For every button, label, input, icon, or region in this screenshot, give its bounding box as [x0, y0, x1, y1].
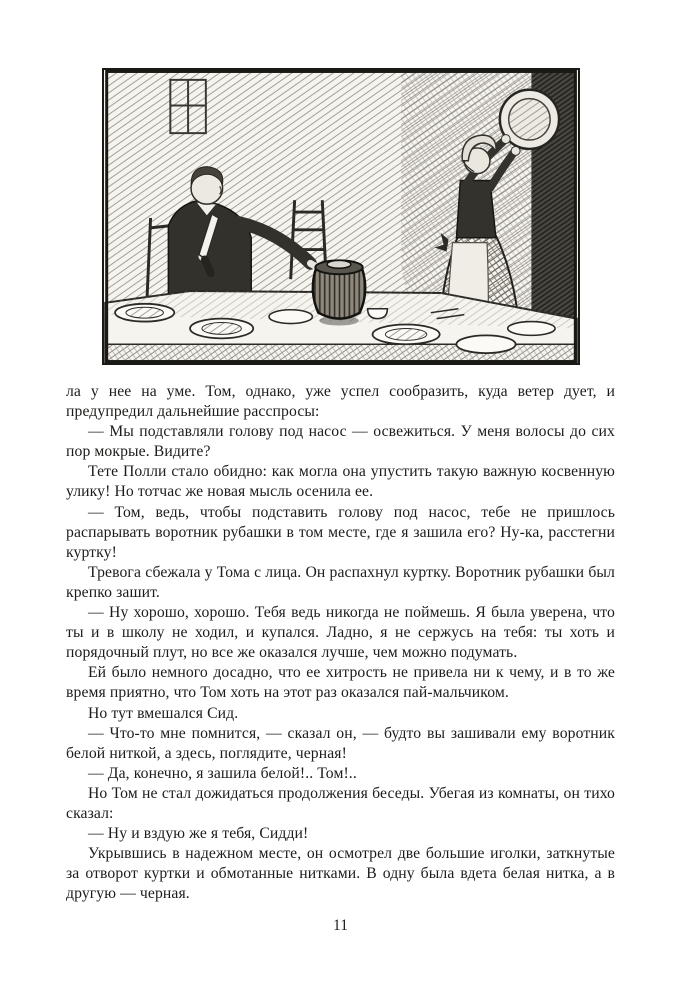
paragraph: Но тут вмешался Сид.: [88, 704, 239, 722]
paragraph: Но Том не стал дожидаться продолжения беседы. Убегая из комнаты, он тихо сказал:: [66, 784, 615, 822]
paragraph: — Ну и вздую же я тебя, Сидди!: [88, 825, 309, 843]
paragraph: Тревога сбежала у Тома с лица. Он распахнул куртку. Воротник рубашки был крепко зашит.: [66, 563, 615, 601]
paragraph: Ей было немного досадно, что ее хитрость не привела ни к чему, и в то же время приятно, что Том хоть на этот раз оказался пай-мальчиком.: [66, 664, 615, 702]
paragraph: ла у нее на уме. Том, однако, уже успел сообразить, куда ветер дует, и предупредил дальнейшие расспросы:: [66, 383, 615, 421]
paragraph: — Том, ведь, чтобы подставить голову под насос, тебе не пришлось распарывать воротник рубашки в том месте, где я зашила его? Ну-ка, расстегни куртку!: [66, 503, 615, 561]
illustration: [102, 68, 580, 365]
paragraph: — Ну хорошо, хорошо. Тебя ведь никогда не поймешь. Я была уверена, что ты и в школу не ходил, и купался. Ладно, я не сержусь на тебя: ты хоть и порядочный плут, но все же оказался лучше, чем можно подумать.: [66, 604, 615, 662]
paragraph: Тете Полли стало обидно: как могла она упустить такую важную косвенную улику! Но тотчас же новая мысль осенила ее.: [66, 463, 615, 501]
text-block: [66, 382, 615, 904]
page-number: 11: [333, 917, 348, 935]
paragraph: — Да, конечно, я зашила белой!.. Том!..: [88, 764, 357, 782]
paragraph: Укрывшись в надежном месте, он осмотрел две большие иголки, заткнутые за отворот куртки и обмотанные нитками. В одну была вдета белая нитка, а в другую — черная.: [66, 845, 615, 903]
illustration-engraving: [104, 70, 578, 363]
paragraph: — Мы подставляли голову под насос — освежиться. У меня волосы до сих пор мокрые. Видите?: [66, 423, 615, 461]
paragraph: — Что-то мне помнится, — сказал он, — будто вы зашивали ему воротник белой ниткой, а здесь, поглядите, черная!: [66, 724, 615, 762]
